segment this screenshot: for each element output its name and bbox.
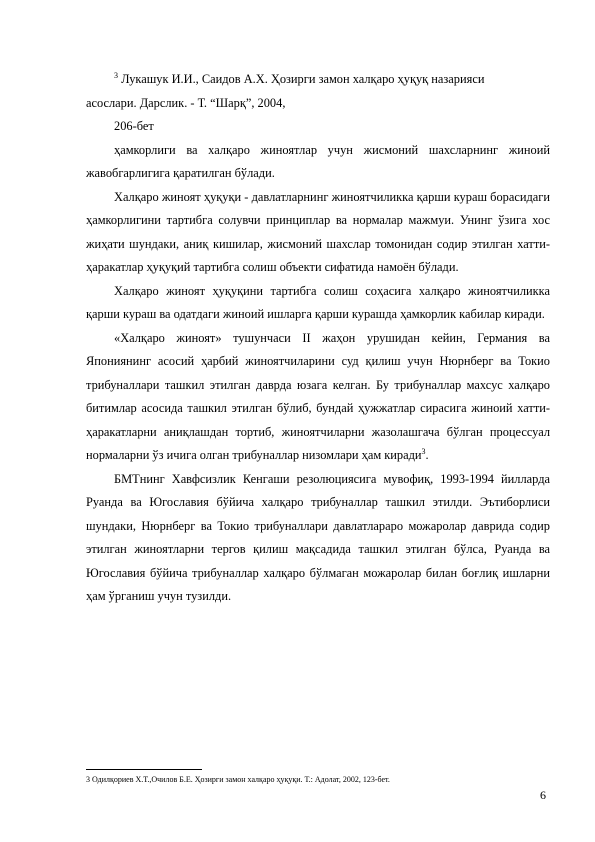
- paragraph-1-text: ҳамкорлиги ва халқаро жиноятлар учун жисмоний шахсларнинг жиноий жавобгарлигига қаратилган бўлади.: [86, 142, 550, 180]
- footnote-separator: [86, 769, 202, 770]
- page-number: 6: [540, 788, 546, 802]
- top-note-line-3: 206-бет: [114, 119, 154, 133]
- paragraph-5-text: БМТнинг Хавфсизлик Кенгаши резолюциясига мувофиқ, 1993-1994 йилларда Руанда ва Югославия бўйича халқаро трибуналлар ташкил этилди. Эътиборлиси шундаки, Нюрнберг ва Токио трибуналлари давлатлараро можаролар даврида содир этилган жиноятларни тергов қилиш мақсадида ташкил этилган бўлса, Руанда ва Югославия бўйича трибуналлар халқаро бўлмаган можаролар билан боғлиқ ишларни ҳам ўрганиш учун тузилди.: [86, 471, 550, 603]
- paragraph-4: [86, 327, 550, 468]
- top-note-line-2: асослари. Дарслик. - Т. “Шарқ”, 2004,: [86, 95, 286, 110]
- paragraph-5: [86, 468, 550, 609]
- paragraph-2: [86, 186, 550, 280]
- top-note-line-1: [86, 68, 550, 92]
- footnote: 3 Одилқориев Х.Т.,Очилов Б.Е. Ҳозирги замон халқаро ҳуқуқи. Т.: Адолат, 2002, 123-бет.: [86, 775, 390, 784]
- paragraph-4-end: .: [425, 448, 429, 462]
- paragraph-1: [86, 139, 550, 186]
- footnote-mark: 3: [421, 446, 426, 456]
- top-note-text-1: Лукашук И.И., Саидов А.Х. Ҳозирги замон халқаро ҳуқуқ назарияси: [118, 72, 485, 86]
- paragraph-4-text: «Халқаро жиноят» тушунчаси II жаҳон урушидан кейин, Германия ва Япониянинг асосий ҳарбий жиноятчиларини суд қилиш учун Нюрнберг ва Токио трибуналлари ташкил этилган даврда юзага келган. Бу трибуналлар махсус халқаро битимлар асосида ташкил этилган бўлиб, бундай ҳужжатлар сирасига жиноий хатти-ҳаракатларни аниқлашдан тортиб, жиноятчиларни жазолашгача бўлган процессуал нормаларни ўз ичига олган трибуналлар низомлари ҳам киради: [86, 330, 550, 462]
- main-text: [86, 68, 550, 609]
- paragraph-2-text: Халқаро жиноят ҳуқуқи - давлатларнинг жиноятчиликка қарши кураш борасидаги ҳамкорлигини тартибга солувчи принциплар ва нормалар мажмуи. Унинг ўзига хос жиҳати шундаки, аниқ кишилар, жисмоний шахслар томонидан содир этилган хатти-ҳаракатлар ҳуқуқий тартибга солиш объекти сифатида намоён бўлади.: [86, 189, 550, 274]
- footnote-mark: 3: [114, 70, 118, 80]
- paragraph-3-text: Халқаро жиноят ҳуқуқини тартибга солиш соҳасига халқаро жиноятчиликка қарши кураш ва одатдаги жиноий ишларга қарши курашда ҳамкорлик кабилар киради.: [86, 283, 550, 321]
- paragraph-3: [86, 280, 550, 327]
